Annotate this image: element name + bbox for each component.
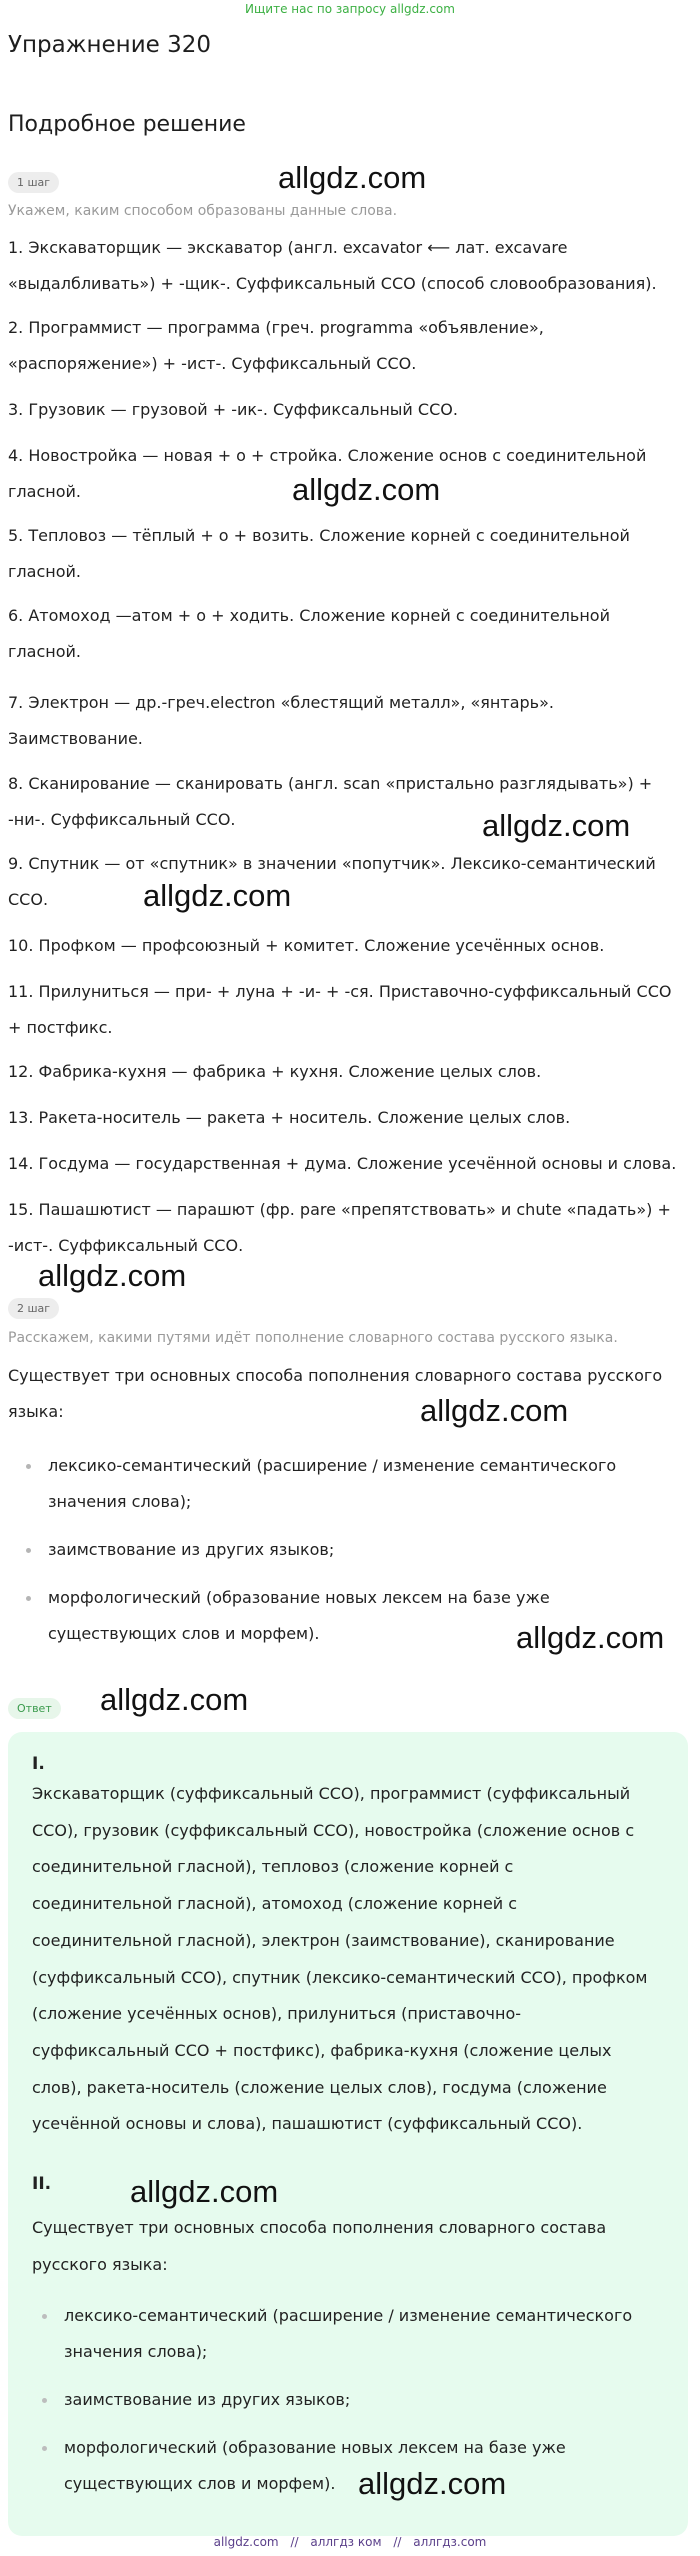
footer (0, 2535, 700, 2549)
list-item: морфологический (образование новых лексем на базе уже существующих слов и морфем). (0, 1580, 660, 1652)
list-item: 15. Пашашютист — парашют (фр. pare «препятствовать» и chute «падать») + -ист-. Суффиксальный ССО. (8, 1200, 671, 1255)
section-title: Подробное решение (8, 112, 246, 137)
list-item: заимствование из других языков; (0, 1532, 660, 1568)
watermark: allgdz.com (420, 1393, 569, 1428)
answer-part-1-text: Экскаваторщик (суффиксальный ССО), программист (суффиксальный ССО), грузовик (суффиксальный ССО), новостройка (сложение основ с соединительной гласной), тепловоз (сложение корней с соединительной гласной), атомоход (сложение корней с соединительной гласной), электрон (заимствование), сканирование (суффиксальный ССО), спутник (лексико-семантический ССО), профком (сложение усечённых основ), прилуниться (приставочно-суффиксальный ССО + постфикс), фабрика-кухня (сложение целых слов), ракета-носитель (сложение целых слов), госдума (сложение усечённой основы и слова), пашашютист (суффиксальный ССО). (32, 1784, 648, 2134)
step-2-subtitle: Расскажем, какими путями идёт пополнение словарного состава русского языка. (8, 1330, 618, 1346)
watermark: allgdz.com (38, 1258, 187, 1293)
list-item: 11. Прилуниться — при- + луна + -и- + -ся. Приставочно-суффиксальный ССО + постфикс. (8, 982, 672, 1037)
list-item: 12. Фабрика-кухня — фабрика + кухня. Сложение целых слов. (8, 1062, 542, 1081)
watermark: allgdz.com (516, 1620, 665, 1655)
list-item: 10. Профком — профсоюзный + комитет. Сложение усечённых основ. (8, 936, 605, 955)
step-2-badge: 2 шаг (8, 1298, 59, 1319)
step-1-subtitle: Укажем, каким способом образованы данные слова. (8, 203, 398, 219)
watermark: allgdz.com (358, 2466, 507, 2501)
list-item: заимствование из других языков; (16, 2382, 636, 2418)
list-item: 13. Ракета-носитель — ракета + носитель. Сложение целых слов. (8, 1108, 571, 1127)
footer-link[interactable]: allgdz.com (213, 2535, 279, 2549)
list-item: 9. Спутник — от «спутник» в значении «попутчик». Лексико-семантический ССО. (8, 854, 656, 909)
search-hint: Ищите нас по запросу allgdz.com (245, 2, 455, 16)
watermark: allgdz.com (130, 2174, 279, 2209)
list-item: 8. Сканирование — сканировать (англ. scan «пристально разглядывать») + -ни-. Суффиксальный ССО. (8, 774, 653, 829)
footer-separator: // (393, 2535, 402, 2549)
footer-separator: // (290, 2535, 299, 2549)
page-title: Упражнение 320 (8, 32, 212, 58)
step-1-badge: 1 шаг (8, 172, 59, 193)
list-item: лексико-семантический (расширение / изменение семантического значения слова); (16, 2298, 636, 2370)
watermark: allgdz.com (482, 808, 631, 843)
answer-box (8, 1732, 688, 2536)
footer-link[interactable]: аллгдз ком (310, 2535, 382, 2549)
list-item: 5. Тепловоз — тёплый + о + возить. Сложение корней с соединительной гласной. (8, 526, 630, 581)
list-item: 6. Атомоход —атом + о + ходить. Сложение корней с соединительной гласной. (8, 606, 610, 661)
list-item: 2. Программист — программа (греч. programma «объявление», «распоряжение») + -ист-. Суффиксальный ССО. (8, 318, 544, 373)
watermark: allgdz.com (292, 472, 441, 507)
answer-part-2-intro: Существует три основных способа пополнения словарного состава русского языка: (32, 2218, 607, 2274)
watermark: allgdz.com (100, 1682, 249, 1717)
answer-part-1-heading: I. (32, 1754, 45, 1774)
list-item: морфологический (образование новых лексем на базе уже существующих слов и морфем). (16, 2430, 636, 2502)
answer-part-2-heading: II. (32, 2174, 52, 2194)
list-item: 14. Госдума — государственная + дума. Сложение усечённой основы и слова. (8, 1154, 677, 1173)
watermark: allgdz.com (278, 160, 427, 195)
list-item: 4. Новостройка — новая + о + стройка. Сложение основ с соединительной гласной. (8, 446, 647, 501)
list-item: 7. Электрон — др.-греч.electron «блестящий металл», «янтарь». Заимствование. (8, 693, 554, 748)
list-item: лексико-семантический (расширение / изменение семантического значения слова); (0, 1448, 660, 1520)
footer-link[interactable]: аллгдз.com (413, 2535, 487, 2549)
list-item: 3. Грузовик — грузовой + -ик-. Суффиксальный ССО. (8, 400, 458, 419)
answer-methods-list (16, 2298, 636, 2514)
step-2-intro: Существует три основных способа пополнения словарного состава русского языка: (8, 1366, 663, 1421)
watermark: allgdz.com (143, 878, 292, 913)
answer-badge: Ответ (8, 1698, 61, 1719)
list-item: 1. Экскаваторщик — экскаватор (англ. excavator ⟵ лат. excavare «выдалбливать») + -щик-. Суффиксальный ССО (способ словообразования). (8, 238, 657, 293)
